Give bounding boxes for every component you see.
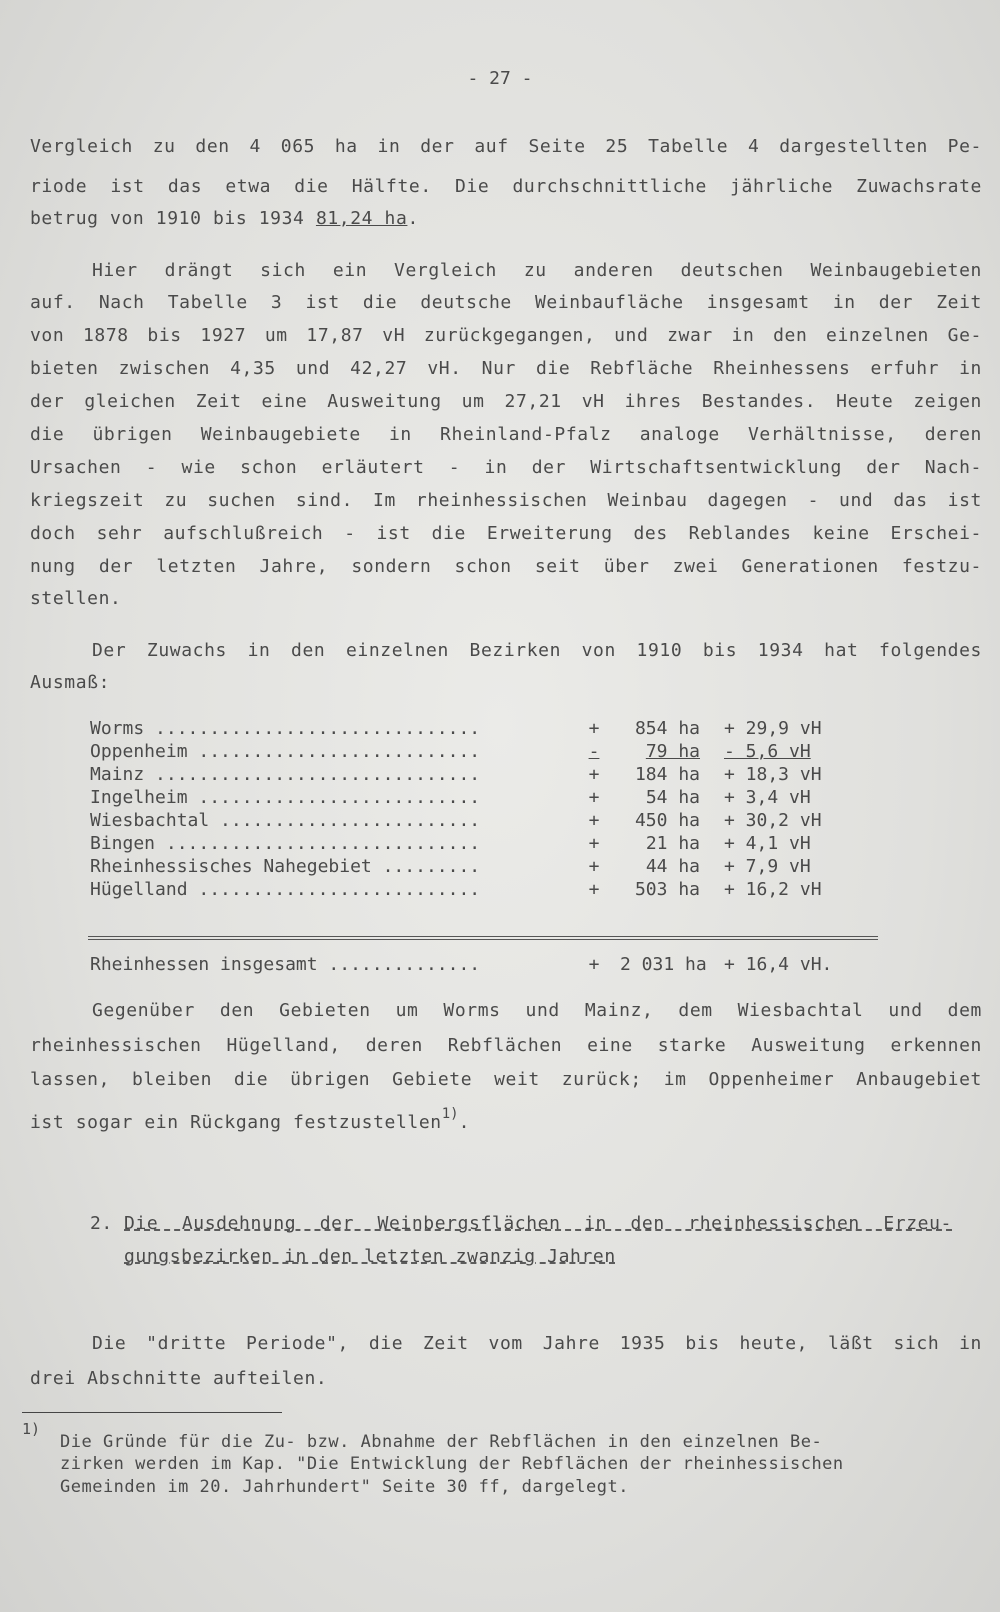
paragraph-line: drei Abschnitte aufteilen. [30, 1368, 328, 1389]
paragraph-line: nung der letzten Jahre, sondern schon seit über zwei Generationen festzu- [30, 556, 982, 577]
paragraph-line: Ausmaß: [30, 672, 111, 693]
footnote-line: Die Gründe für die Zu- bzw. Abnahme der Rebflächen in den einzelnen Be- [60, 1432, 823, 1452]
paragraph-line: bieten zwischen 4,35 und 42,27 vH. Nur die Rebfläche Rheinhessens erfuhr in [30, 358, 982, 379]
paragraph-line: betrug von 1910 bis 1934 81,24 ha. [30, 208, 419, 229]
table-divider [88, 936, 878, 937]
district-name: Mainz .............................. [90, 764, 481, 785]
paragraph-line: Der Zuwachs in den einzelnen Bezirken von 1910 bis 1934 hat folgendes [92, 640, 982, 661]
change-sign: + [588, 764, 600, 785]
percent-change: + 18,3 vH [724, 764, 822, 785]
area-change: 21 ha [645, 833, 700, 854]
paragraph-line: Die "dritte Periode", die Zeit vom Jahre 1935 bis heute, läßt sich in [92, 1333, 982, 1354]
footnote-line: Gemeinden im 20. Jahrhundert" Seite 30 ff, dargelegt. [60, 1477, 629, 1497]
average-growth-value: 81,24 ha [315, 208, 408, 229]
percent-change: + 30,2 vH [724, 810, 822, 831]
page-number: - 27 - [467, 68, 533, 89]
percent-change: + 7,9 vH [724, 856, 811, 877]
change-sign: + [588, 879, 600, 900]
paragraph-line: riode ist das etwa die Hälfte. Die durchschnittliche jährliche Zuwachsrate [30, 176, 982, 197]
paragraph-line: Hier drängt sich ein Vergleich zu anderen deutschen Weinbaugebieten [92, 260, 982, 281]
area-change: 44 ha [645, 856, 700, 877]
table-divider [88, 939, 878, 940]
district-name: Bingen ............................. [90, 833, 481, 854]
area-change: 854 ha [634, 718, 700, 739]
section-number: 2. [90, 1213, 113, 1234]
percent-change: + 3,4 vH [724, 787, 811, 808]
percent-change: + 16,2 vH [724, 879, 822, 900]
section-title: Die Ausdehnung der Weinbergsflächen in den rheinhessischen Erzeu- [124, 1213, 952, 1234]
area-change: 79 ha [645, 741, 700, 762]
paragraph-line: Vergleich zu den 4 065 ha in der auf Seite 25 Tabelle 4 dargestellten Pe- [30, 136, 982, 157]
area-change: 503 ha [634, 879, 700, 900]
change-sign: + [588, 787, 600, 808]
paragraph-line: von 1878 bis 1927 um 17,87 vH zurückgegangen, und zwar in den einzelnen Ge- [30, 325, 982, 346]
paragraph-line: auf. Nach Tabelle 3 ist die deutsche Weinbaufläche insgesamt in der Zeit [30, 292, 982, 313]
percent-change: + 29,9 vH [724, 718, 822, 739]
area-change: 54 ha [645, 787, 700, 808]
paragraph-line: ist sogar ein Rückgang festzustellen$^{1)}$. [30, 1106, 471, 1133]
change-sign: + [588, 856, 600, 877]
change-sign: + [588, 833, 600, 854]
district-name: Oppenheim .......................... [90, 741, 481, 762]
paragraph-line: der gleichen Zeit eine Ausweitung um 27,21 vH ihres Bestandes. Heute zeigen [30, 391, 982, 412]
paragraph-line: stellen. [30, 588, 122, 609]
district-name: Wiesbachtal ........................ [90, 810, 481, 831]
paragraph-line: lassen, bleiben die übrigen Gebiete weit zurück; im Oppenheimer Anbaugebiet [30, 1069, 982, 1090]
percent-change: + 16,4 vH. [724, 954, 833, 975]
change-sign: + [588, 718, 600, 739]
area-change: 450 ha [634, 810, 700, 831]
total-label: Rheinhessen insgesamt .............. [90, 954, 481, 975]
district-name: Worms .............................. [90, 718, 481, 739]
change-sign: - [588, 741, 600, 762]
area-change: 2 031 ha [620, 954, 707, 975]
district-name: Ingelheim .......................... [90, 787, 481, 808]
footnote-reference: 1) [441, 1106, 459, 1122]
footnote-mark: 1) [22, 1420, 41, 1438]
change-sign: + [588, 954, 600, 975]
district-name: Rheinhessisches Nahegebiet ......... [90, 856, 481, 877]
paragraph-line: Ursachen - wie schon erläutert - in der Wirtschaftsentwicklung der Nach- [30, 457, 982, 478]
paragraph-line: doch sehr aufschlußreich - ist die Erweiterung des Reblandes keine Erschei- [30, 523, 982, 544]
area-change: 184 ha [634, 764, 700, 785]
paragraph-line: die übrigen Weinbaugebiete in Rheinland-Pfalz analoge Verhältnisse, deren [30, 424, 982, 445]
percent-change: + 4,1 vH [724, 833, 811, 854]
paragraph-line: kriegszeit zu suchen sind. Im rheinhessischen Weinbau dagegen - und das ist [30, 490, 982, 511]
change-sign: + [588, 810, 600, 831]
paragraph-line: rheinhessischen Hügelland, deren Rebflächen eine starke Ausweitung erkennen [30, 1035, 982, 1056]
paragraph-line: Gegenüber den Gebieten um Worms und Mainz, dem Wiesbachtal und dem [92, 1000, 982, 1021]
section-title-continued: gungsbezirken in den letzten zwanzig Jahren [124, 1246, 616, 1267]
footnote-line: zirken werden im Kap. "Die Entwicklung der Rebflächen der rheinhessischen [60, 1454, 844, 1474]
district-name: Hügelland .......................... [90, 879, 481, 900]
percent-change: - 5,6 vH [724, 741, 811, 762]
footnote-separator [22, 1412, 282, 1413]
